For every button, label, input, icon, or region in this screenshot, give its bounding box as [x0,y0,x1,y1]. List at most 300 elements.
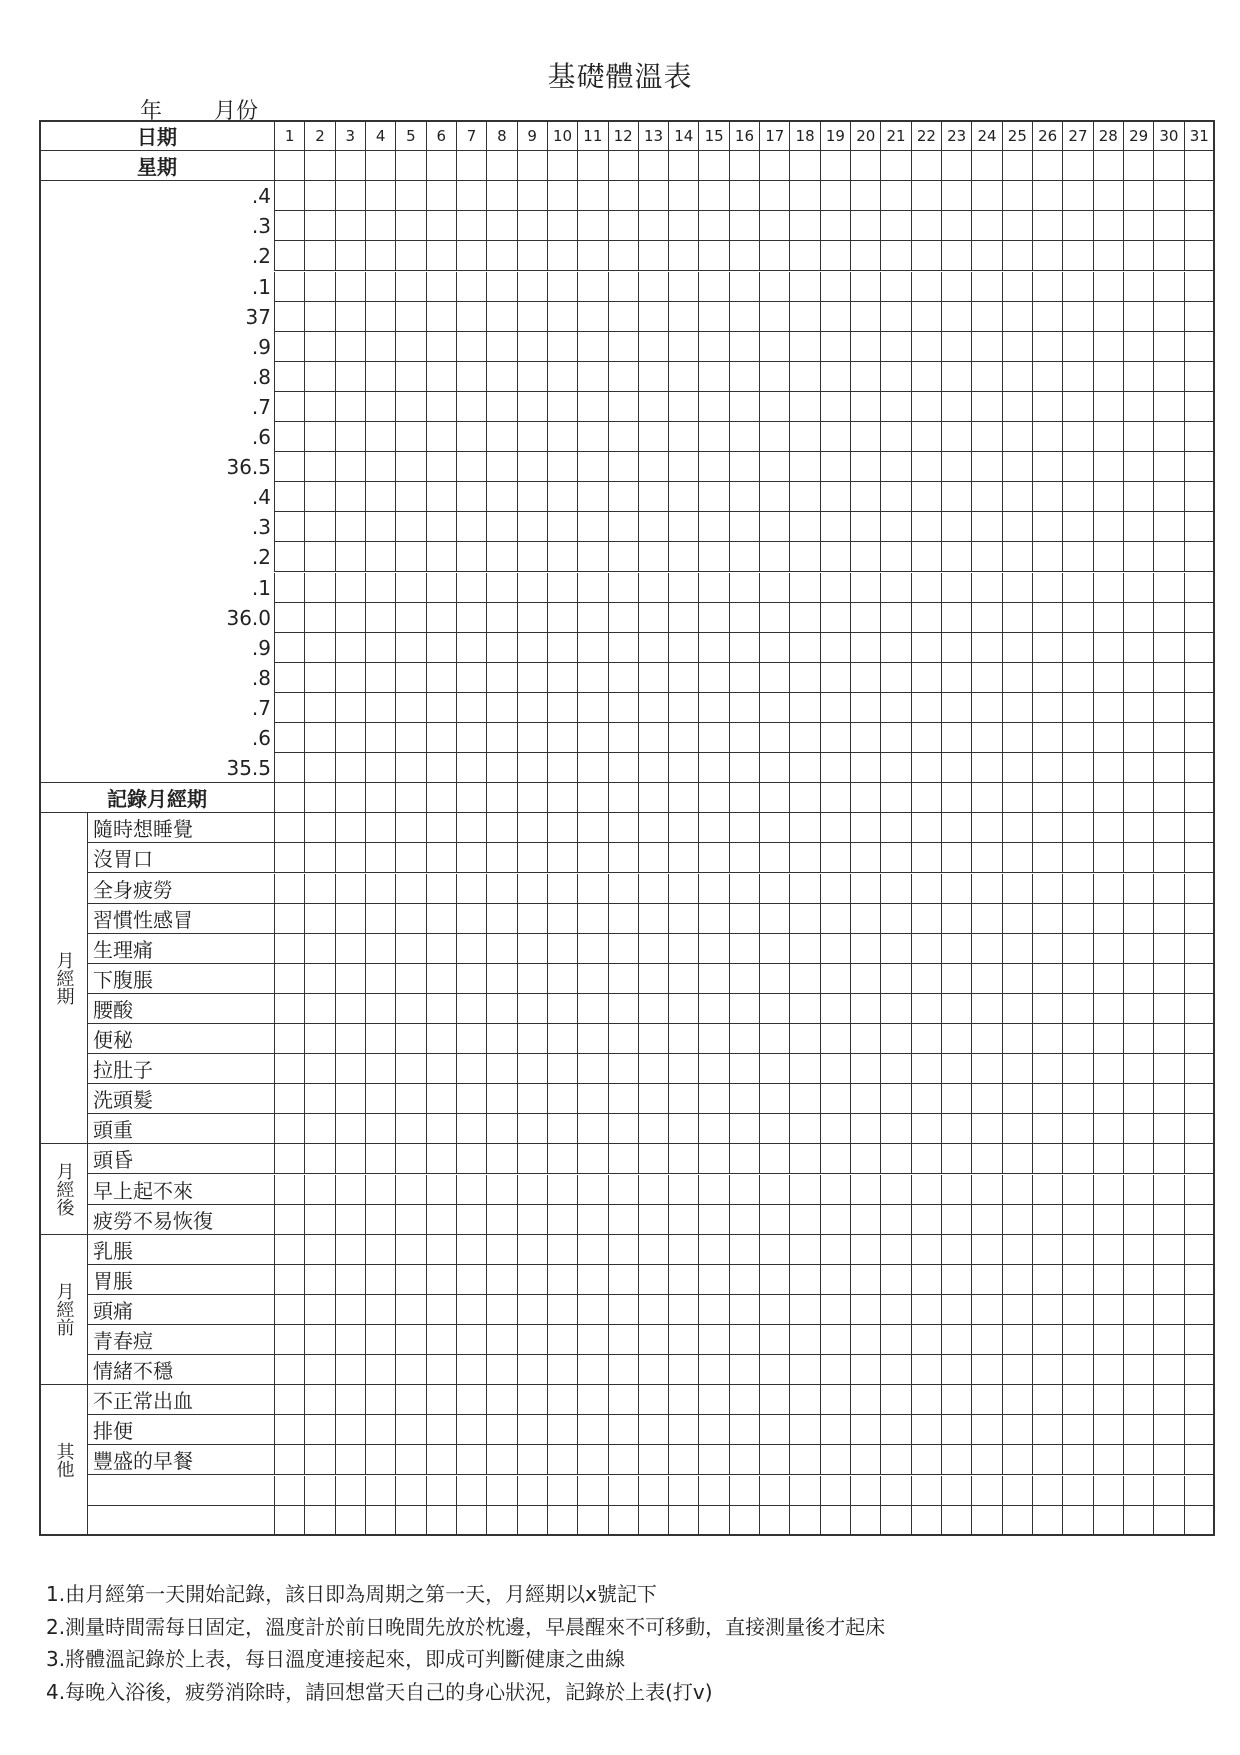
temperature-day-8[interactable] [487,693,517,723]
symptom-day-28[interactable] [1094,1024,1124,1054]
temperature-day-30[interactable] [1154,633,1184,663]
symptom-day-23[interactable] [942,964,972,994]
temperature-day-8[interactable] [487,392,517,422]
temperature-day-25[interactable] [1003,302,1033,332]
symptom-day-20[interactable] [851,1265,881,1295]
symptom-day-25[interactable] [1003,874,1033,904]
symptom-day-12[interactable] [609,1415,639,1445]
symptom-day-23[interactable] [942,934,972,964]
symptom-day-8[interactable] [487,1235,517,1265]
temperature-day-21[interactable] [881,302,911,332]
symptom-day-19[interactable] [821,874,851,904]
temperature-day-20[interactable] [851,302,881,332]
temperature-day-28[interactable] [1094,512,1124,542]
symptom-day-29[interactable] [1124,1205,1154,1235]
temperature-day-13[interactable] [639,181,669,211]
temperature-day-2[interactable] [305,332,335,362]
symptom-day-13[interactable] [639,904,669,934]
temperature-day-26[interactable] [1033,181,1063,211]
temperature-day-7[interactable] [457,512,487,542]
temperature-day-4[interactable] [366,452,396,482]
temperature-day-15[interactable] [699,723,729,753]
temperature-day-6[interactable] [427,723,457,753]
temperature-day-15[interactable] [699,633,729,663]
symptom-day-6[interactable] [427,1476,457,1506]
temperature-day-30[interactable] [1154,482,1184,512]
temperature-day-18[interactable] [790,211,820,241]
temperature-day-20[interactable] [851,693,881,723]
symptom-day-20[interactable] [851,1054,881,1084]
temperature-day-11[interactable] [578,181,608,211]
symptom-day-29[interactable] [1124,1024,1154,1054]
temperature-day-11[interactable] [578,542,608,572]
temperature-day-28[interactable] [1094,542,1124,572]
symptom-day-22[interactable] [912,1295,942,1325]
symptom-day-18[interactable] [790,1506,820,1536]
symptom-day-21[interactable] [881,1265,911,1295]
temperature-day-18[interactable] [790,723,820,753]
symptom-day-23[interactable] [942,1144,972,1174]
symptom-day-17[interactable] [760,1295,790,1325]
symptom-day-10[interactable] [548,1084,578,1114]
symptom-day-15[interactable] [699,934,729,964]
symptom-day-21[interactable] [881,994,911,1024]
symptom-day-29[interactable] [1124,934,1154,964]
temperature-day-19[interactable] [821,573,851,603]
symptom-day-29[interactable] [1124,843,1154,873]
temperature-day-20[interactable] [851,573,881,603]
temperature-day-28[interactable] [1094,452,1124,482]
symptom-day-31[interactable] [1185,934,1215,964]
symptom-day-24[interactable] [972,1205,1002,1235]
symptom-day-28[interactable] [1094,1325,1124,1355]
symptom-day-10[interactable] [548,1506,578,1536]
symptom-day-21[interactable] [881,964,911,994]
symptom-day-27[interactable] [1063,1325,1093,1355]
symptom-day-15[interactable] [699,904,729,934]
temperature-day-10[interactable] [548,603,578,633]
symptom-day-27[interactable] [1063,1114,1093,1144]
symptom-day-26[interactable] [1033,934,1063,964]
symptom-day-14[interactable] [669,813,699,843]
symptom-day-31[interactable] [1185,1175,1215,1205]
symptom-day-20[interactable] [851,1355,881,1385]
symptom-day-6[interactable] [427,1144,457,1174]
symptom-day-11[interactable] [578,1054,608,1084]
symptom-day-1[interactable] [275,813,305,843]
symptom-day-26[interactable] [1033,964,1063,994]
symptom-day-5[interactable] [396,1114,426,1144]
symptom-day-19[interactable] [821,1476,851,1506]
symptom-day-28[interactable] [1094,874,1124,904]
temperature-day-12[interactable] [609,181,639,211]
symptom-day-25[interactable] [1003,1114,1033,1144]
symptom-day-23[interactable] [942,1295,972,1325]
symptom-day-13[interactable] [639,1235,669,1265]
temperature-day-18[interactable] [790,482,820,512]
temperature-day-23[interactable] [942,573,972,603]
temperature-day-3[interactable] [336,332,366,362]
temperature-day-4[interactable] [366,723,396,753]
symptom-day-16[interactable] [730,1385,760,1415]
menses-day-30[interactable] [1154,783,1184,813]
symptom-day-29[interactable] [1124,1054,1154,1084]
symptom-day-14[interactable] [669,843,699,873]
temperature-day-15[interactable] [699,211,729,241]
symptom-day-11[interactable] [578,843,608,873]
symptom-day-13[interactable] [639,1114,669,1144]
symptom-day-14[interactable] [669,1235,699,1265]
temperature-day-12[interactable] [609,693,639,723]
symptom-day-19[interactable] [821,1084,851,1114]
menses-day-14[interactable] [669,783,699,813]
temperature-day-16[interactable] [730,302,760,332]
symptom-day-9[interactable] [518,1235,548,1265]
symptom-day-5[interactable] [396,934,426,964]
symptom-day-13[interactable] [639,964,669,994]
temperature-day-1[interactable] [275,663,305,693]
temperature-day-1[interactable] [275,512,305,542]
temperature-day-16[interactable] [730,181,760,211]
temperature-day-31[interactable] [1185,392,1215,422]
symptom-day-25[interactable] [1003,1445,1033,1475]
symptom-day-25[interactable] [1003,1235,1033,1265]
temperature-day-21[interactable] [881,332,911,362]
temperature-day-16[interactable] [730,452,760,482]
menses-day-5[interactable] [396,783,426,813]
temperature-day-30[interactable] [1154,392,1184,422]
symptom-day-10[interactable] [548,934,578,964]
symptom-day-7[interactable] [457,1265,487,1295]
temperature-day-4[interactable] [366,332,396,362]
temperature-day-24[interactable] [972,633,1002,663]
symptom-day-25[interactable] [1003,1144,1033,1174]
temperature-day-18[interactable] [790,542,820,572]
temperature-day-18[interactable] [790,302,820,332]
symptom-day-10[interactable] [548,1205,578,1235]
symptom-day-6[interactable] [427,843,457,873]
temperature-day-13[interactable] [639,482,669,512]
temperature-day-17[interactable] [760,663,790,693]
temperature-day-6[interactable] [427,482,457,512]
symptom-day-13[interactable] [639,1415,669,1445]
temperature-day-14[interactable] [669,512,699,542]
temperature-day-28[interactable] [1094,422,1124,452]
symptom-day-6[interactable] [427,1295,457,1325]
symptom-day-14[interactable] [669,1506,699,1536]
symptom-day-28[interactable] [1094,1235,1124,1265]
symptom-day-19[interactable] [821,1415,851,1445]
symptom-day-1[interactable] [275,934,305,964]
temperature-day-19[interactable] [821,482,851,512]
temperature-day-7[interactable] [457,452,487,482]
symptom-day-4[interactable] [366,1175,396,1205]
symptom-day-9[interactable] [518,1114,548,1144]
symptom-day-4[interactable] [366,1114,396,1144]
symptom-day-13[interactable] [639,1144,669,1174]
symptom-day-8[interactable] [487,1295,517,1325]
symptom-day-1[interactable] [275,1445,305,1475]
symptom-day-17[interactable] [760,1506,790,1536]
temperature-day-31[interactable] [1185,542,1215,572]
temperature-day-19[interactable] [821,663,851,693]
temperature-day-13[interactable] [639,633,669,663]
symptom-day-17[interactable] [760,1265,790,1295]
symptom-day-2[interactable] [305,1084,335,1114]
temperature-day-28[interactable] [1094,241,1124,271]
symptom-day-14[interactable] [669,1175,699,1205]
temperature-day-2[interactable] [305,422,335,452]
symptom-day-4[interactable] [366,1265,396,1295]
symptom-day-7[interactable] [457,1476,487,1506]
temperature-day-2[interactable] [305,482,335,512]
temperature-day-29[interactable] [1124,272,1154,302]
temperature-day-8[interactable] [487,512,517,542]
symptom-day-29[interactable] [1124,1265,1154,1295]
symptom-day-3[interactable] [336,1385,366,1415]
symptom-day-9[interactable] [518,1445,548,1475]
temperature-day-2[interactable] [305,542,335,572]
symptom-day-18[interactable] [790,1325,820,1355]
symptom-day-10[interactable] [548,1415,578,1445]
symptom-day-1[interactable] [275,1476,305,1506]
symptom-day-6[interactable] [427,1205,457,1235]
symptom-day-2[interactable] [305,964,335,994]
symptom-day-31[interactable] [1185,1325,1215,1355]
symptom-day-7[interactable] [457,1054,487,1084]
temperature-day-6[interactable] [427,362,457,392]
temperature-day-20[interactable] [851,392,881,422]
symptom-day-4[interactable] [366,813,396,843]
temperature-day-20[interactable] [851,332,881,362]
temperature-day-4[interactable] [366,693,396,723]
temperature-day-30[interactable] [1154,753,1184,783]
symptom-day-30[interactable] [1154,1445,1184,1475]
symptom-day-6[interactable] [427,1114,457,1144]
symptom-day-26[interactable] [1033,1175,1063,1205]
temperature-day-30[interactable] [1154,181,1184,211]
menses-day-9[interactable] [518,783,548,813]
symptom-day-18[interactable] [790,1385,820,1415]
temperature-day-12[interactable] [609,663,639,693]
temperature-day-25[interactable] [1003,332,1033,362]
symptom-day-24[interactable] [972,1476,1002,1506]
symptom-day-20[interactable] [851,964,881,994]
symptom-day-8[interactable] [487,1114,517,1144]
symptom-day-13[interactable] [639,1355,669,1385]
temperature-day-8[interactable] [487,723,517,753]
symptom-day-2[interactable] [305,934,335,964]
temperature-day-13[interactable] [639,753,669,783]
symptom-day-21[interactable] [881,1024,911,1054]
symptom-day-8[interactable] [487,1084,517,1114]
symptom-day-11[interactable] [578,934,608,964]
temperature-day-5[interactable] [396,723,426,753]
symptom-day-12[interactable] [609,1114,639,1144]
temperature-day-9[interactable] [518,362,548,392]
symptom-day-9[interactable] [518,904,548,934]
symptom-day-1[interactable] [275,1385,305,1415]
temperature-day-10[interactable] [548,181,578,211]
symptom-day-31[interactable] [1185,1114,1215,1144]
menses-day-6[interactable] [427,783,457,813]
symptom-day-31[interactable] [1185,843,1215,873]
symptom-day-12[interactable] [609,964,639,994]
temperature-day-5[interactable] [396,573,426,603]
temperature-day-17[interactable] [760,272,790,302]
temperature-day-22[interactable] [912,332,942,362]
symptom-day-2[interactable] [305,1385,335,1415]
temperature-day-26[interactable] [1033,302,1063,332]
temperature-day-18[interactable] [790,332,820,362]
temperature-day-11[interactable] [578,663,608,693]
temperature-day-9[interactable] [518,272,548,302]
temperature-day-31[interactable] [1185,573,1215,603]
symptom-day-27[interactable] [1063,1445,1093,1475]
symptom-day-1[interactable] [275,904,305,934]
temperature-day-16[interactable] [730,482,760,512]
symptom-day-2[interactable] [305,874,335,904]
temperature-day-26[interactable] [1033,482,1063,512]
temperature-day-7[interactable] [457,332,487,362]
temperature-day-29[interactable] [1124,181,1154,211]
temperature-day-25[interactable] [1003,693,1033,723]
symptom-day-1[interactable] [275,1325,305,1355]
temperature-day-8[interactable] [487,272,517,302]
temperature-day-18[interactable] [790,452,820,482]
symptom-day-26[interactable] [1033,1476,1063,1506]
symptom-day-15[interactable] [699,1024,729,1054]
symptom-day-19[interactable] [821,1114,851,1144]
menses-day-11[interactable] [578,783,608,813]
symptom-day-12[interactable] [609,1385,639,1415]
temperature-day-12[interactable] [609,573,639,603]
symptom-day-10[interactable] [548,1325,578,1355]
symptom-day-7[interactable] [457,964,487,994]
symptom-day-28[interactable] [1094,813,1124,843]
symptom-day-2[interactable] [305,1024,335,1054]
symptom-day-14[interactable] [669,934,699,964]
symptom-day-2[interactable] [305,1205,335,1235]
temperature-day-30[interactable] [1154,332,1184,362]
symptom-day-5[interactable] [396,874,426,904]
symptom-day-2[interactable] [305,843,335,873]
menses-day-25[interactable] [1003,783,1033,813]
temperature-day-17[interactable] [760,723,790,753]
weekday-day-21[interactable] [881,151,911,181]
symptom-day-30[interactable] [1154,1265,1184,1295]
temperature-day-31[interactable] [1185,241,1215,271]
temperature-day-20[interactable] [851,452,881,482]
temperature-day-20[interactable] [851,542,881,572]
temperature-day-12[interactable] [609,332,639,362]
symptom-day-11[interactable] [578,874,608,904]
temperature-day-9[interactable] [518,512,548,542]
symptom-day-4[interactable] [366,934,396,964]
temperature-day-10[interactable] [548,693,578,723]
temperature-day-8[interactable] [487,211,517,241]
menses-day-16[interactable] [730,783,760,813]
temperature-day-17[interactable] [760,753,790,783]
symptom-day-31[interactable] [1185,1295,1215,1325]
menses-day-12[interactable] [609,783,639,813]
symptom-day-30[interactable] [1154,1084,1184,1114]
temperature-day-21[interactable] [881,452,911,482]
symptom-day-5[interactable] [396,1355,426,1385]
temperature-day-7[interactable] [457,181,487,211]
symptom-day-18[interactable] [790,934,820,964]
temperature-day-27[interactable] [1063,573,1093,603]
temperature-day-3[interactable] [336,302,366,332]
temperature-day-21[interactable] [881,542,911,572]
temperature-day-17[interactable] [760,542,790,572]
temperature-day-24[interactable] [972,422,1002,452]
symptom-day-4[interactable] [366,1325,396,1355]
symptom-day-15[interactable] [699,813,729,843]
symptom-day-16[interactable] [730,1084,760,1114]
symptom-day-18[interactable] [790,1355,820,1385]
temperature-day-16[interactable] [730,633,760,663]
temperature-day-27[interactable] [1063,241,1093,271]
temperature-day-3[interactable] [336,452,366,482]
symptom-day-6[interactable] [427,1054,457,1084]
temperature-day-17[interactable] [760,573,790,603]
menses-day-15[interactable] [699,783,729,813]
temperature-day-5[interactable] [396,753,426,783]
symptom-day-3[interactable] [336,1295,366,1325]
temperature-day-7[interactable] [457,542,487,572]
temperature-day-27[interactable] [1063,181,1093,211]
temperature-day-11[interactable] [578,302,608,332]
symptom-day-16[interactable] [730,1506,760,1536]
temperature-day-24[interactable] [972,663,1002,693]
symptom-day-10[interactable] [548,904,578,934]
symptom-day-14[interactable] [669,1205,699,1235]
symptom-day-15[interactable] [699,1144,729,1174]
symptom-day-19[interactable] [821,1506,851,1536]
symptom-day-23[interactable] [942,1114,972,1144]
temperature-day-5[interactable] [396,272,426,302]
symptom-day-16[interactable] [730,1295,760,1325]
temperature-day-24[interactable] [972,753,1002,783]
symptom-day-18[interactable] [790,1265,820,1295]
symptom-day-19[interactable] [821,1295,851,1325]
symptom-day-16[interactable] [730,1175,760,1205]
temperature-day-9[interactable] [518,211,548,241]
symptom-day-3[interactable] [336,813,366,843]
symptom-day-10[interactable] [548,964,578,994]
temperature-day-1[interactable] [275,452,305,482]
weekday-day-6[interactable] [427,151,457,181]
temperature-day-27[interactable] [1063,482,1093,512]
temperature-day-15[interactable] [699,241,729,271]
symptom-day-27[interactable] [1063,964,1093,994]
temperature-day-21[interactable] [881,512,911,542]
symptom-day-16[interactable] [730,904,760,934]
temperature-day-22[interactable] [912,693,942,723]
symptom-day-21[interactable] [881,1054,911,1084]
temperature-day-9[interactable] [518,603,548,633]
symptom-day-5[interactable] [396,1084,426,1114]
symptom-day-28[interactable] [1094,1445,1124,1475]
temperature-day-22[interactable] [912,181,942,211]
symptom-day-31[interactable] [1185,904,1215,934]
symptom-day-3[interactable] [336,994,366,1024]
weekday-day-31[interactable] [1185,151,1215,181]
symptom-day-28[interactable] [1094,994,1124,1024]
temperature-day-4[interactable] [366,272,396,302]
symptom-day-27[interactable] [1063,1175,1093,1205]
